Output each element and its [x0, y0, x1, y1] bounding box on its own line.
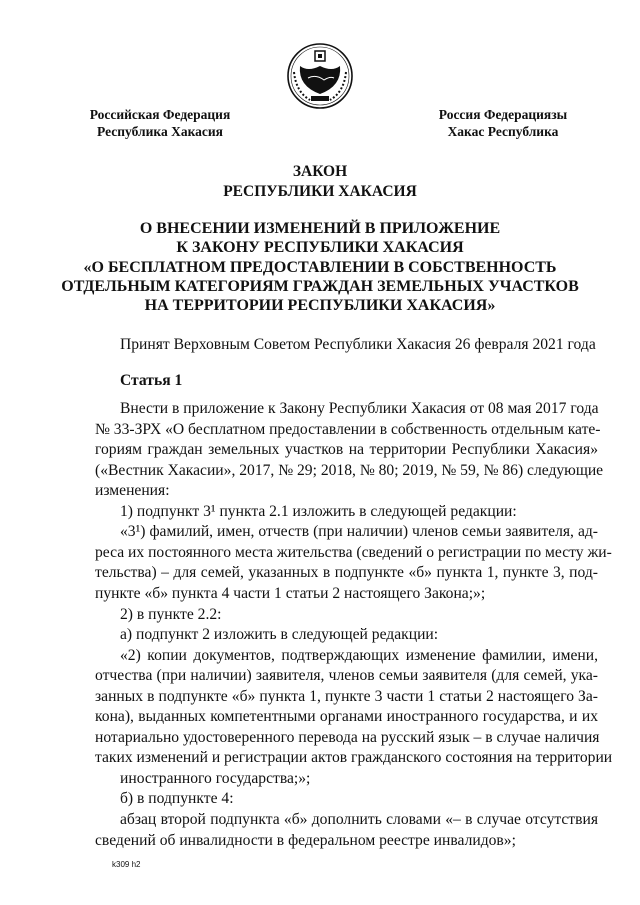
body-line: сведений об инвалидности в федеральном реестре инвалидов»;: [95, 831, 516, 849]
body-line: таких изменений и регистрации актов гражданского состояния на территории: [95, 749, 613, 767]
body-line: иностранного государства;»;: [120, 769, 311, 787]
subject-line: НА ТЕРРИТОРИИ РЕСПУБЛИКИ ХАКАСИЯ»: [144, 297, 496, 315]
body-line: отчества (при наличии) заявителя, членов семьи заявителя (для семей, ука-: [95, 667, 598, 685]
subject-line: «О БЕСПЛАТНОМ ПРЕДОСТАВЛЕНИИ В СОБСТВЕННОСТЬ: [83, 258, 557, 276]
law-subject: [0, 219, 640, 315]
header-left: [60, 106, 260, 140]
body-line: пункте «б» пункта 4 части 1 статьи 2 настоящего Закона;»;: [95, 584, 486, 602]
footer-code: k309 h2: [112, 860, 141, 869]
header-right: [403, 106, 603, 140]
law-title-line: РЕСПУБЛИКИ ХАКАСИЯ: [223, 183, 417, 200]
body-line: реса их постоянного места жительства (сведений о регистрации по месту жи-: [95, 543, 612, 561]
body-line: а) подпункт 2 изложить в следующей редакции:: [120, 626, 439, 644]
body-line: занных в подпункте «б» пункта 1, пункте 3 части 1 статьи 2 настоящего За-: [95, 687, 598, 705]
header-left-line: Российская Федерация: [89, 107, 231, 122]
subject-line: К ЗАКОНУ РЕСПУБЛИКИ ХАКАСИЯ: [176, 239, 464, 257]
body-line: «3¹) фамилий, имен, отчеств (при наличии) членов семьи заявителя, ад-: [120, 523, 598, 541]
law-title: [0, 162, 640, 202]
law-title-line: ЗАКОН: [292, 163, 348, 180]
body-line: тельства) – для семей, указанных в подпункте «б» пункта 1, пункте 3, под-: [95, 564, 598, 582]
header-right-line: Россия Федерациязы: [438, 107, 568, 122]
body-line: гориям граждан земельных участков на территории Республики Хакасия»: [95, 441, 598, 459]
body-line: кона), выданных компетентными органами иностранного государства, и их: [95, 708, 598, 726]
body-line: Внести в приложение к Закону Республики Хакасия от 08 мая 2017 года: [120, 400, 599, 417]
body-line: изменения:: [95, 482, 170, 500]
body-line: абзац второй подпункта «б» дополнить словами «– в случае отсутствия: [120, 811, 598, 828]
subject-line: О ВНЕСЕНИИ ИЗМЕНЕНИЙ В ПРИЛОЖЕНИЕ: [139, 220, 501, 237]
body-line: нотариально удостоверенного перевода на русский язык – в случае наличия: [95, 728, 600, 746]
header-right-line: Хакас Республика: [447, 124, 559, 139]
body-line: «2) копии документов, подтверждающих изменение фамилии, имени,: [120, 646, 598, 664]
body-line: 1) подпункт 3¹ пункта 2.1 изложить в следующей редакции:: [120, 502, 517, 520]
body-line: № 33-ЗРХ «О бесплатном предоставлении в собственность отдельным кате-: [95, 420, 601, 438]
subject-line: ОТДЕЛЬНЫМ КАТЕГОРИЯМ ГРАЖДАН ЗЕМЕЛЬНЫХ УЧАСТКОВ: [61, 277, 579, 295]
article-heading: Статья 1: [120, 372, 183, 389]
adopted-line: Принят Верховным Советом Республики Хакасия 26 февраля 2021 года: [120, 336, 596, 353]
coat-of-arms-emblem: [286, 42, 354, 110]
body-line: б) в подпункте 4:: [120, 790, 234, 808]
body-line: («Вестник Хакасии», 2017, № 29; 2018, № 80; 2019, № 59, № 86) следующие: [95, 461, 604, 479]
header-left-line: Республика Хакасия: [97, 124, 223, 139]
body-line: 2) в пункте 2.2:: [120, 605, 222, 623]
